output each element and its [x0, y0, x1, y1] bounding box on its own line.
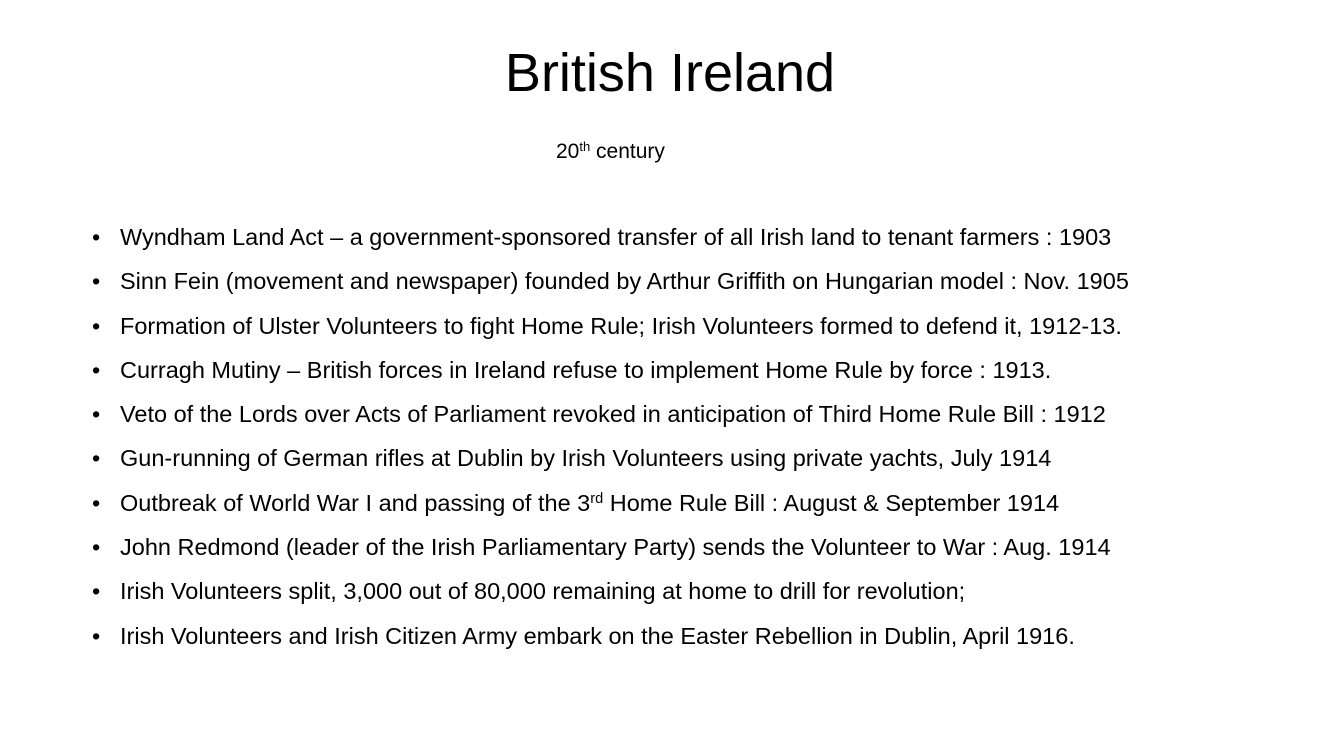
bullet-item	[92, 484, 1322, 528]
bullet-item	[92, 439, 1322, 483]
bullet-item	[92, 528, 1322, 572]
subtitle-ordinal-suffix: th	[579, 138, 591, 154]
bullet-text: John Redmond (leader of the Irish Parliamentary Party) sends the Volunteer to War : Aug. 1914	[120, 534, 1111, 561]
bullet-icon: •	[92, 534, 101, 561]
bullet-text: Irish Volunteers split, 3,000 out of 80,000 remaining at home to drill for revolution;	[120, 578, 966, 605]
bullet-text-post: Home Rule Bill : August & September 1914	[603, 489, 1060, 516]
bullet-item	[92, 262, 1322, 306]
bullet-icon: •	[92, 578, 101, 605]
bullet-text: Gun-running of German rifles at Dublin by Irish Volunteers using private yachts, July 1914	[120, 445, 1052, 472]
slide-title: British Ireland	[504, 43, 836, 103]
bullet-item	[92, 395, 1322, 439]
subtitle-number: 20	[556, 140, 580, 163]
bullet-text: Formation of Ulster Volunteers to fight Home Rule; Irish Volunteers formed to defend it, 1912-13.	[120, 312, 1122, 339]
bullet-item	[92, 617, 1322, 661]
bullet-text: Sinn Fein (movement and newspaper) founded by Arthur Griffith on Hungarian model : Nov. 1905	[120, 268, 1129, 295]
bullet-item	[92, 572, 1322, 616]
bullet-icon: •	[92, 356, 101, 383]
bullet-text-pre: Outbreak of World War I and passing of the 3	[120, 489, 591, 516]
bullet-text: Wyndham Land Act – a government-sponsored transfer of all Irish land to tenant farmers : 1903	[120, 224, 1112, 250]
bullet-item	[92, 351, 1322, 395]
bullet-text: Veto of the Lords over Acts of Parliament revoked in anticipation of Third Home Rule Bill : 1912	[120, 401, 1106, 428]
bullet-item	[92, 218, 1322, 262]
subtitle-rest: century	[590, 140, 665, 163]
bullet-icon: •	[92, 401, 101, 428]
bullet-icon: •	[92, 224, 101, 250]
bullet-list	[92, 218, 1322, 661]
bullet-text	[120, 484, 1059, 522]
bullet-ordinal-suffix: rd	[590, 490, 604, 507]
bullet-text: Curragh Mutiny – British forces in Ireland refuse to implement Home Rule by force : 1913.	[120, 356, 1052, 383]
bullet-icon: •	[92, 445, 101, 472]
slide-subtitle	[556, 138, 665, 166]
bullet-icon: •	[92, 622, 101, 649]
bullet-icon: •	[92, 489, 101, 516]
bullet-icon: •	[92, 312, 101, 339]
bullet-item	[92, 307, 1322, 351]
bullet-text: Irish Volunteers and Irish Citizen Army embark on the Easter Rebellion in Dublin, April 1916.	[120, 622, 1075, 649]
bullet-icon: •	[92, 268, 101, 295]
